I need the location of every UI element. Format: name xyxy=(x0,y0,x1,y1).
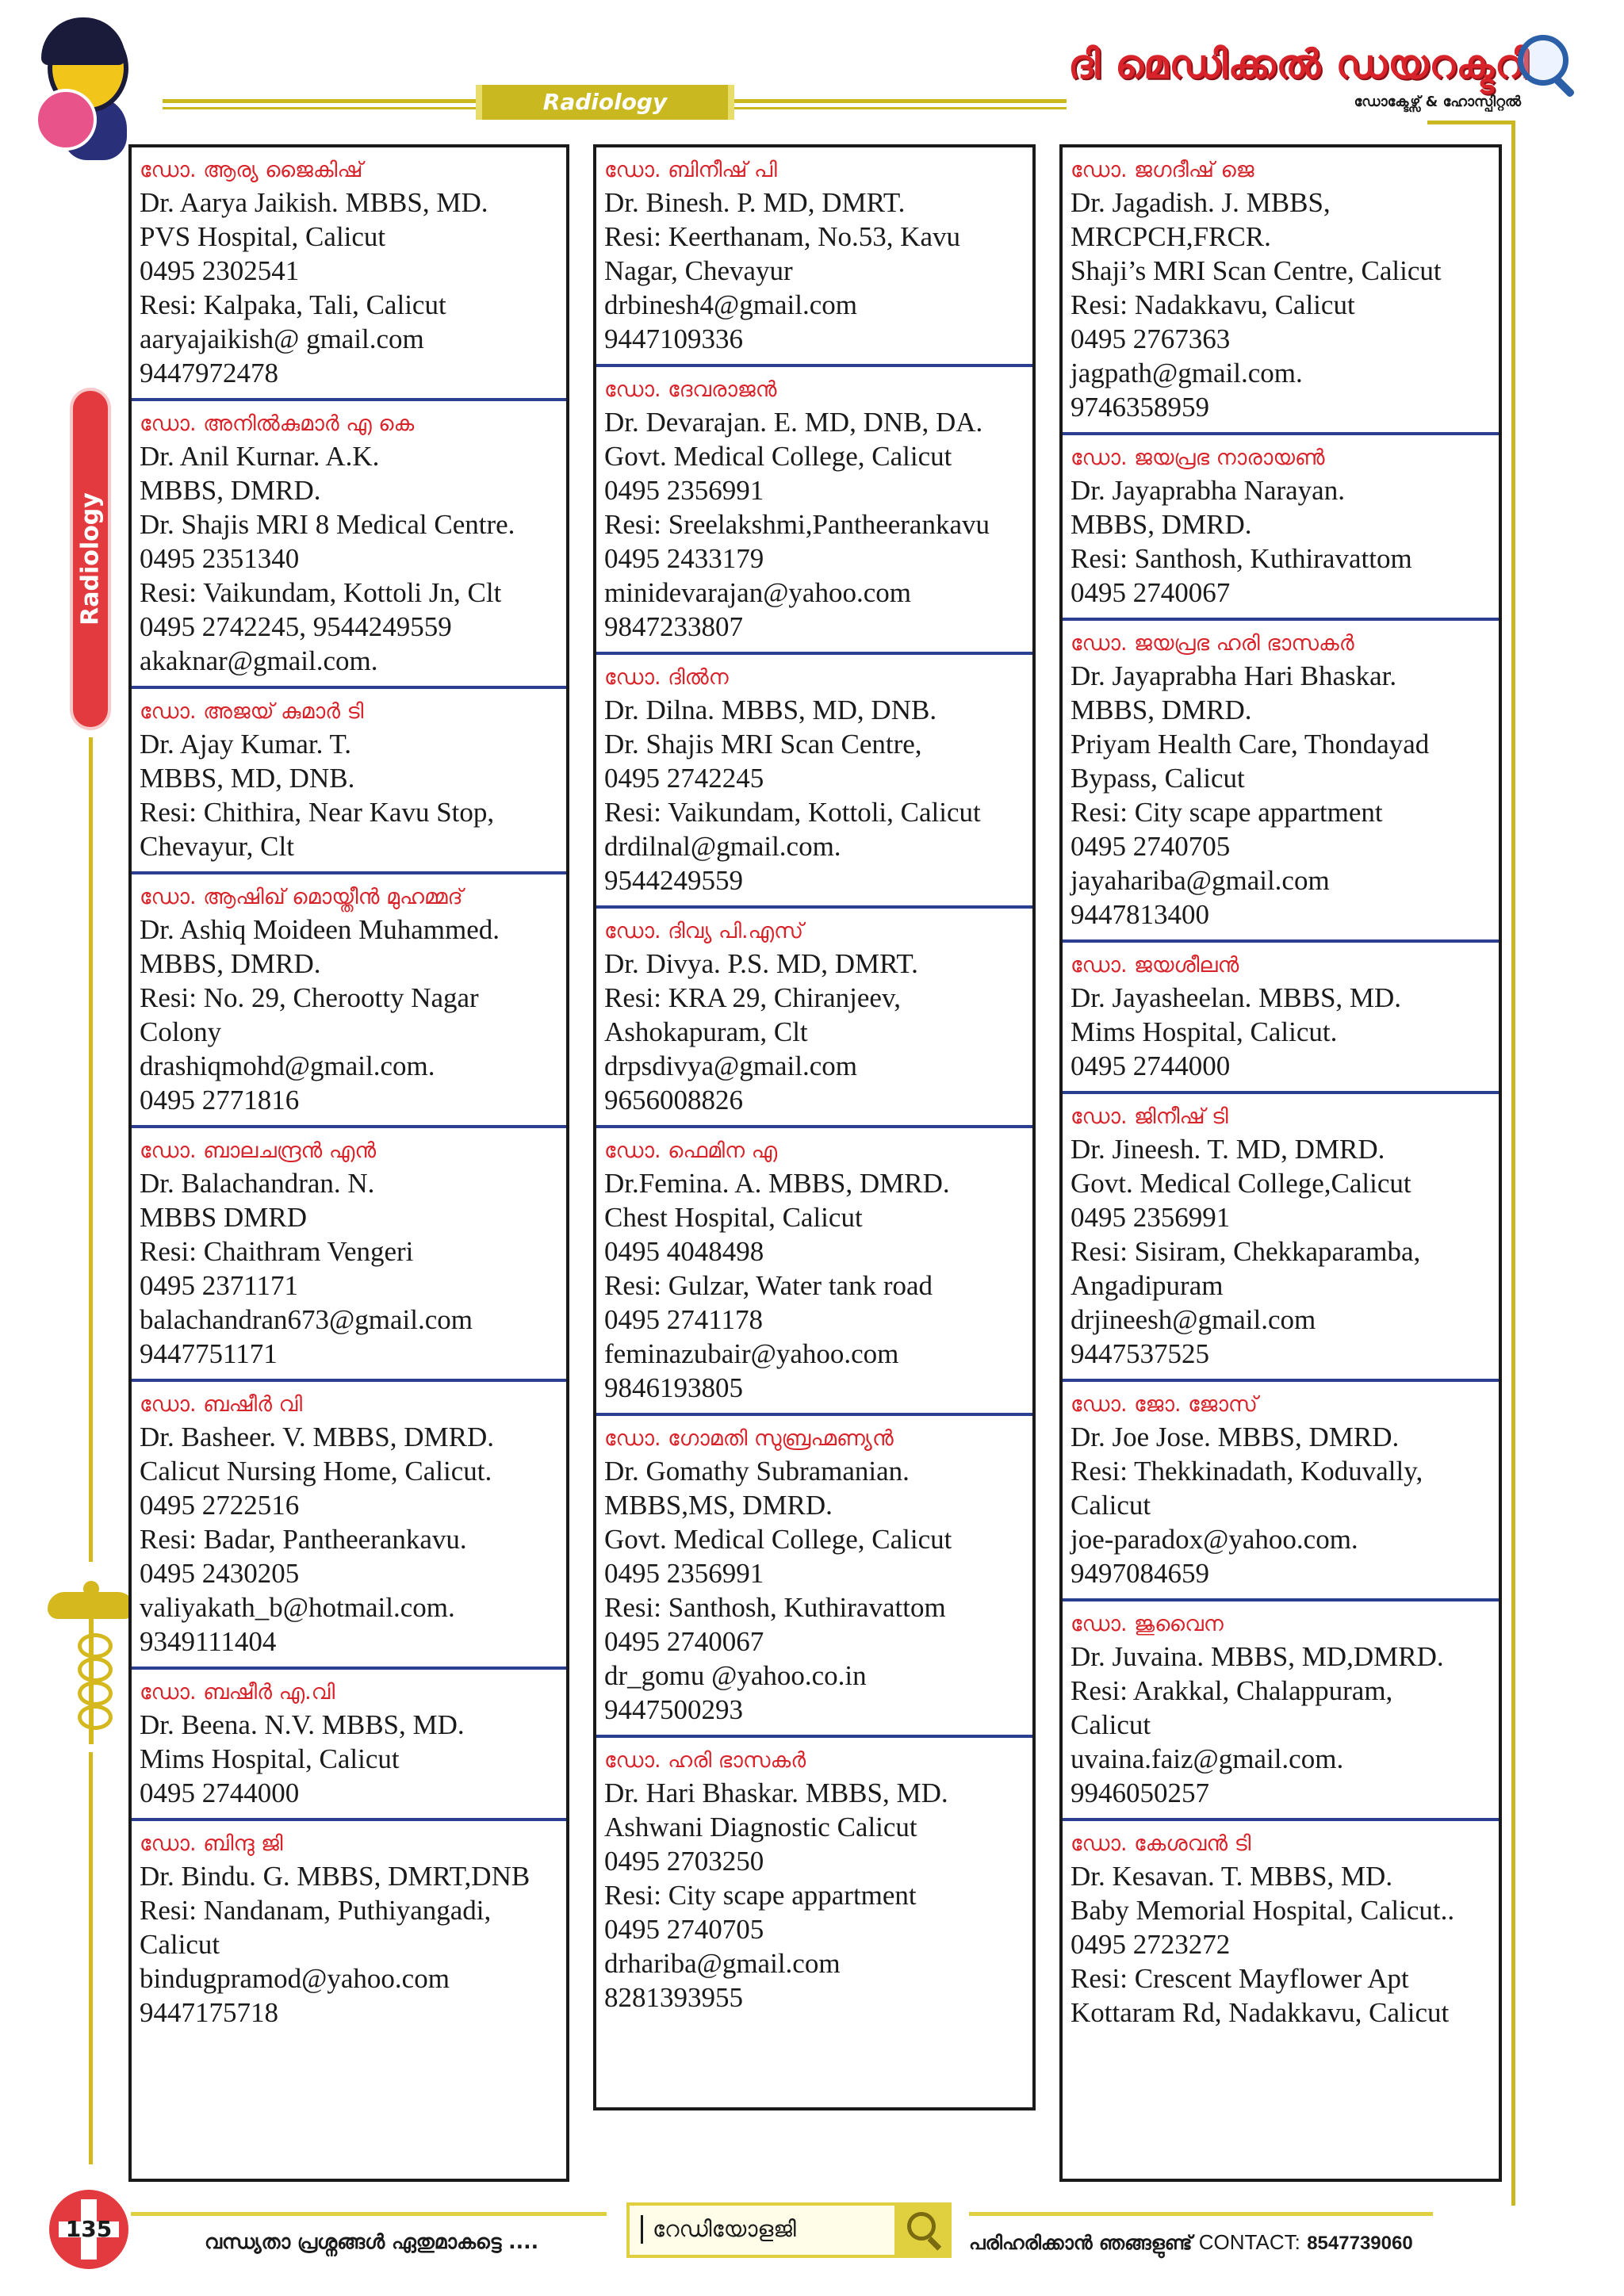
doctor-name-malayalam: ഡോ. ജഗദീഷ് ജെ xyxy=(1071,158,1254,182)
doctor-detail-line: drdilnal@gmail.com. xyxy=(604,831,841,862)
doctor-detail-line: Dr. Bindu. G. MBBS, DMRT,DNB xyxy=(140,1861,530,1892)
page-number-badge xyxy=(49,2190,128,2269)
doctor-name-malayalam: ഡോ. ജോ. ജോസ് xyxy=(1071,1392,1258,1417)
doctor-detail-line: MBBS DMRD xyxy=(140,1202,308,1233)
doctor-detail-line: 9447175718 xyxy=(140,1997,278,2028)
doctor-detail-line: Dr. Jayaprabha Hari Bhaskar. xyxy=(1071,660,1397,691)
doctor-detail-line: Resi: Nadakkavu, Calicut xyxy=(1071,289,1355,320)
doctor-detail-line: Dr. Devarajan. E. MD, DNB, DA. xyxy=(604,407,983,438)
doctor-detail-line: Dr.Femina. A. MBBS, DMRD. xyxy=(604,1168,950,1199)
brand-subtitle: ഡോക്ടേഴ്സ് & ഹോസ്പിറ്റൽ xyxy=(1354,94,1521,110)
doctor-detail-line: Dr. Hari Bhaskar. MBBS, MD. xyxy=(604,1777,948,1808)
doctor-name-malayalam: ഡോ. ബിന്ദു ജി xyxy=(140,1831,283,1856)
doctor-detail-line: Dr. Anil Kurnar. A.K. xyxy=(140,441,380,472)
doctor-detail-line: 0495 2741178 xyxy=(604,1304,763,1335)
doctor-detail-line: 0495 2742245 xyxy=(604,763,764,794)
brand-title: ദി മെഡിക്കൽ ഡയറക്ടറി xyxy=(1068,41,1529,87)
doctor-detail-line: 0495 2722516 xyxy=(140,1490,300,1521)
doctor-name-malayalam: ഡോ. ഫെമിന എ xyxy=(604,1138,778,1163)
doctor-detail-line: 9846193805 xyxy=(604,1372,743,1403)
doctor-entry xyxy=(1063,1094,1499,1382)
doctor-detail-line: Resi: Santhosh, Kuthiravattom xyxy=(604,1592,946,1623)
doctor-name-malayalam: ഡോ. കേശവൻ ടി xyxy=(1071,1831,1251,1856)
doctor-detail-line: jayahariba@gmail.com xyxy=(1071,865,1330,896)
doctor-detail-line: uvaina.faiz@gmail.com. xyxy=(1071,1743,1344,1774)
doctor-detail-line: Baby Memorial Hospital, Calicut.. xyxy=(1071,1895,1455,1926)
doctor-detail-line: MBBS, DMRD. xyxy=(1071,695,1252,725)
doctor-detail-line: MBBS,MS, DMRD. xyxy=(604,1490,833,1521)
doctor-name-malayalam: ഡോ. ആഷിഖ് മൊയ്തീൻ മുഹമ്മദ് xyxy=(140,885,463,909)
doctor-detail-line: 0495 2767363 xyxy=(1071,323,1231,354)
doctor-detail-line: Dr. Jayaprabha Narayan. xyxy=(1071,475,1345,506)
directory-column-2 xyxy=(593,144,1036,2110)
contact-phone: 8547739060 xyxy=(1307,2233,1413,2254)
doctor-detail-line: Resi: Arakkal, Chalappuram, xyxy=(1071,1675,1393,1706)
footer-search-label: റേഡിയോളജി xyxy=(641,2215,796,2244)
sidebar-section-label xyxy=(73,391,108,727)
doctor-name-malayalam: ഡോ. ജുവൈന xyxy=(1071,1612,1224,1636)
footer-rule-left xyxy=(131,2212,607,2216)
doctor-name-malayalam: ഡോ. ദിവ്യ പി.എസ് xyxy=(604,919,804,943)
doctor-name-malayalam: ഡോ. ജയപ്രഭ ഹരി ഭാസകർ xyxy=(1071,631,1354,656)
doctor-detail-line: 0495 2356991 xyxy=(1071,1202,1231,1233)
doctor-detail-line: 9447751171 xyxy=(140,1338,278,1369)
doctor-detail-line: Dr. Shajis MRI Scan Centre, xyxy=(604,729,922,760)
doctor-detail-line: 0495 2740705 xyxy=(604,1914,764,1945)
doctor-detail-line: 9447813400 xyxy=(1071,899,1209,930)
doctor-entry xyxy=(596,1738,1032,2022)
doctor-entry xyxy=(596,367,1032,655)
doctor-detail-line: Calicut xyxy=(140,1929,220,1960)
doctor-detail-line: 9447537525 xyxy=(1071,1338,1209,1369)
doctor-entry xyxy=(132,401,566,689)
doctor-detail-line: drashiqmohd@gmail.com. xyxy=(140,1050,435,1081)
doctor-detail-line: 0495 2723272 xyxy=(1071,1929,1231,1960)
directory-column-1 xyxy=(128,144,569,2182)
doctor-detail-line: bindugpramod@yahoo.com xyxy=(140,1963,450,1994)
doctor-entry xyxy=(132,874,566,1128)
doctor-detail-line: 0495 2433179 xyxy=(604,543,764,574)
doctor-detail-line: Resi: Crescent Mayflower Apt xyxy=(1071,1963,1409,1994)
doctor-entry xyxy=(132,147,566,401)
doctor-detail-line: 9847233807 xyxy=(604,611,743,642)
doctor-detail-line: Calicut xyxy=(1071,1490,1151,1521)
doctor-detail-line: Resi: Sisiram, Chekkaparamba, xyxy=(1071,1236,1421,1267)
doctor-name-malayalam: ഡോ. ഗോമതി സുബ്രഹ്മണ്യൻ xyxy=(604,1426,894,1451)
doctor-detail-line: Dr. Juvaina. MBBS, MD,DMRD. xyxy=(1071,1641,1444,1672)
doctor-detail-line: Kottaram Rd, Nadakkavu, Calicut xyxy=(1071,1997,1450,2028)
doctor-detail-line: Govt. Medical College,Calicut xyxy=(1071,1168,1411,1199)
doctor-detail-line: Resi: Chaithram Vengeri xyxy=(140,1236,414,1267)
doctor-entry xyxy=(1063,147,1499,435)
doctor-entry xyxy=(1063,435,1499,621)
doctor-detail-line: MRCPCH,FRCR. xyxy=(1071,221,1271,252)
doctor-detail-line: 0495 2430205 xyxy=(140,1558,300,1589)
sidebar-label: Radiology xyxy=(76,492,105,626)
doctor-detail-line: Shaji’s MRI Scan Centre, Calicut xyxy=(1071,255,1442,286)
doctor-name-malayalam: ഡോ. ജയപ്രഭ നാരായൺ xyxy=(1071,446,1325,470)
footer-search-box[interactable] xyxy=(626,2202,952,2258)
doctor-detail-line: drjineesh@gmail.com xyxy=(1071,1304,1316,1335)
doctor-detail-line: jagpath@gmail.com. xyxy=(1071,358,1303,388)
doctor-name-malayalam: ഡോ. അജയ് കുമാർ ടി xyxy=(140,699,364,724)
doctor-detail-line: akaknar@gmail.com. xyxy=(140,645,378,676)
doctor-detail-line: Mims Hospital, Calicut. xyxy=(1071,1016,1338,1047)
doctor-detail-line: Ashokapuram, Clt xyxy=(604,1016,808,1047)
doctor-detail-line: 0495 2740067 xyxy=(604,1626,764,1657)
doctor-detail-line: Dr. Jayasheelan. MBBS, MD. xyxy=(1071,982,1402,1013)
doctor-detail-line: Angadipuram xyxy=(1071,1270,1224,1301)
doctor-detail-line: 9447500293 xyxy=(604,1694,743,1725)
doctor-detail-line: 0495 2771816 xyxy=(140,1085,300,1115)
doctor-detail-line: Nagar, Chevayur xyxy=(604,255,793,286)
doctor-detail-line: Dr. Aarya Jaikish. MBBS, MD. xyxy=(140,187,488,218)
doctor-detail-line: 9656008826 xyxy=(604,1085,743,1115)
doctor-detail-line: Govt. Medical College, Calicut xyxy=(604,1524,952,1555)
doctor-entry xyxy=(1063,621,1499,943)
doctor-detail-line: Dr. Balachandran. N. xyxy=(140,1168,375,1199)
doctor-detail-line: Resi: Chithira, Near Kavu Stop, xyxy=(140,797,495,828)
doctor-detail-line: feminazubair@yahoo.com xyxy=(604,1338,899,1369)
footer-rule-right xyxy=(969,2212,1433,2216)
sidebar-rule xyxy=(89,737,93,1562)
doctor-entry xyxy=(1063,1821,1499,2038)
doctor-entry xyxy=(132,1670,566,1821)
footer-right-text: പരിഹരിക്കാൻ ഞങ്ങളുണ്ട് xyxy=(969,2232,1193,2254)
doctor-detail-line: 0495 2351340 xyxy=(140,543,300,574)
doctor-detail-line: PVS Hospital, Calicut xyxy=(140,221,386,252)
doctor-detail-line: 0495 2356991 xyxy=(604,1558,764,1589)
doctor-entry xyxy=(596,655,1032,909)
doctor-detail-line: Dr. Binesh. P. MD, DMRT. xyxy=(604,187,906,218)
page-number: 135 xyxy=(65,2216,113,2242)
doctor-entry xyxy=(596,1128,1032,1416)
doctor-detail-line: 9946050257 xyxy=(1071,1777,1209,1808)
doctor-detail-line: dr_gomu @yahoo.co.in xyxy=(604,1660,867,1691)
doctor-name-malayalam: ഡോ. ദിൽന xyxy=(604,665,729,690)
doctor-detail-line: Dr. Beena. N.V. MBBS, MD. xyxy=(140,1709,465,1740)
doctor-detail-line: Resi: No. 29, Cherootty Nagar xyxy=(140,982,479,1013)
doctor-detail-line: 0495 2744000 xyxy=(140,1777,300,1808)
doctor-name-malayalam: ഡോ. ബഷീർ വി xyxy=(140,1392,303,1417)
doctor-entry xyxy=(596,1416,1032,1738)
doctor-detail-line: Resi: City scape appartment xyxy=(604,1880,917,1911)
doctor-detail-line: Dr. Dilna. MBBS, MD, DNB. xyxy=(604,695,937,725)
doctor-name-malayalam: ഡോ. ജയശീലൻ xyxy=(1071,953,1239,978)
doctor-detail-line: 9447972478 xyxy=(140,358,278,388)
footer-tagline-left: വന്ധ്യതാ പ്രശ്നങ്ങൾ ഏതുമാകട്ടെ .... xyxy=(205,2230,539,2253)
doctor-detail-line: 9746358959 xyxy=(1071,392,1209,423)
doctor-entry xyxy=(132,1821,566,2038)
doctor-detail-line: joe-paradox@yahoo.com. xyxy=(1071,1524,1358,1555)
doctor-name-malayalam: ഡോ. അനിൽകുമാർ എ കെ xyxy=(140,411,415,436)
doctor-detail-line: Priyam Health Care, Thondayad xyxy=(1071,729,1430,760)
doctor-detail-line: Resi: KRA 29, Chiranjeev, xyxy=(604,982,901,1013)
magnifier-icon xyxy=(1515,32,1570,87)
header-rule-right-vertical xyxy=(1511,121,1515,2206)
doctor-entry xyxy=(132,1382,566,1670)
doctor-detail-line: Dr. Jagadish. J. MBBS, xyxy=(1071,187,1331,218)
doctor-entry xyxy=(1063,943,1499,1094)
doctor-name-malayalam: ഡോ. ആര്യ ജൈകിഷ് xyxy=(140,158,363,182)
footer-tagline-right xyxy=(969,2230,1413,2255)
doctor-detail-line: drhariba@gmail.com xyxy=(604,1948,841,1979)
doctor-detail-line: Resi: Santhosh, Kuthiravattom xyxy=(1071,543,1412,574)
doctor-detail-line: Resi: Vaikundam, Kottoli Jn, Clt xyxy=(140,577,502,608)
doctor-detail-line: Resi: City scape appartment xyxy=(1071,797,1383,828)
doctor-name-malayalam: ഡോ. ദേവരാജൻ xyxy=(604,377,777,402)
doctor-detail-line: 0495 2742245, 9544249559 xyxy=(140,611,452,642)
doctor-detail-line: Chevayur, Clt xyxy=(140,831,294,862)
doctor-detail-line: Calicut xyxy=(1071,1709,1151,1740)
doctor-name-malayalam: ഡോ. ഹരി ഭാസകർ xyxy=(604,1748,806,1773)
doctor-detail-line: Dr. Ajay Kumar. T. xyxy=(140,729,352,760)
doctor-name-malayalam: ഡോ. ബാലചന്ദ്രൻ എൻ xyxy=(140,1138,377,1163)
doctor-detail-line: Resi: Vaikundam, Kottoli, Calicut xyxy=(604,797,981,828)
doctor-detail-line: Govt. Medical College, Calicut xyxy=(604,441,952,472)
doctor-detail-line: Resi: Nandanam, Puthiyangadi, xyxy=(140,1895,492,1926)
doctor-detail-line: Ashwani Diagnostic Calicut xyxy=(604,1812,917,1843)
doctor-entry xyxy=(1063,1601,1499,1821)
doctor-detail-line: Resi: Keerthanam, No.53, Kavu xyxy=(604,221,961,252)
search-icon[interactable] xyxy=(894,2202,952,2258)
doctor-detail-line: Resi: Sreelakshmi,Pantheerankavu xyxy=(604,509,990,540)
doctor-detail-line: Resi: Kalpaka, Tali, Calicut xyxy=(140,289,446,320)
doctor-name-malayalam: ഡോ. ബിനീഷ് പി xyxy=(604,158,777,182)
doctor-name-malayalam: ഡോ. ജിനീഷ് ടി xyxy=(1071,1104,1228,1129)
doctor-detail-line: 0495 2740705 xyxy=(1071,831,1231,862)
header-rule-right xyxy=(1427,121,1515,124)
doctor-entry xyxy=(132,689,566,874)
doctor-entry xyxy=(1063,1382,1499,1601)
doctor-detail-line: MBBS, DMRD. xyxy=(140,475,321,506)
section-tab: Radiology xyxy=(476,85,734,120)
doctor-detail-line: 0495 4048498 xyxy=(604,1236,764,1267)
doctor-detail-line: MBBS, MD, DNB. xyxy=(140,763,355,794)
doctor-detail-line: 9349111404 xyxy=(140,1626,277,1657)
doctor-name-malayalam: ഡോ. ബഷീർ എ.വി xyxy=(140,1680,335,1705)
doctor-detail-line: Bypass, Calicut xyxy=(1071,763,1245,794)
doctor-detail-line: valiyakath_b@hotmail.com. xyxy=(140,1592,455,1623)
doctor-detail-line: Dr. Jineesh. T. MD, DMRD. xyxy=(1071,1134,1385,1165)
doctor-detail-line: Dr. Shajis MRI 8 Medical Centre. xyxy=(140,509,515,540)
doctor-entry xyxy=(132,1128,566,1382)
doctor-detail-line: Dr. Divya. P.S. MD, DMRT. xyxy=(604,948,918,979)
doctor-detail-line: MBBS, DMRD. xyxy=(140,948,321,979)
doctor-detail-line: 0495 2740067 xyxy=(1071,577,1231,608)
doctor-detail-line: Chest Hospital, Calicut xyxy=(604,1202,863,1233)
doctor-detail-line: 9447109336 xyxy=(604,323,743,354)
doctor-detail-line: Calicut Nursing Home, Calicut. xyxy=(140,1456,492,1487)
doctor-detail-line: aaryajaikish@ gmail.com xyxy=(140,323,424,354)
sidebar-rule-lower xyxy=(89,1752,93,2164)
doctor-detail-line: Dr. Ashiq Moideen Muhammed. xyxy=(140,914,500,945)
caduceus-icon xyxy=(48,1578,135,1744)
doctor-detail-line: MBBS, DMRD. xyxy=(1071,509,1252,540)
doctor-detail-line: 0495 2302541 xyxy=(140,255,300,286)
doctor-detail-line: 9497084659 xyxy=(1071,1558,1209,1589)
doctor-detail-line: Resi: Badar, Pantheerankavu. xyxy=(140,1524,467,1555)
doctor-detail-line: Dr. Gomathy Subramanian. xyxy=(604,1456,910,1487)
doctor-detail-line: 0495 2744000 xyxy=(1071,1050,1231,1081)
contact-label: CONTACT: xyxy=(1198,2230,1300,2254)
doctor-detail-line: 8281393955 xyxy=(604,1982,743,2013)
doctor-detail-line: Dr. Basheer. V. MBBS, DMRD. xyxy=(140,1422,494,1452)
doctor-detail-line: 0495 2356991 xyxy=(604,475,764,506)
doctor-detail-line: 0495 2371171 xyxy=(140,1270,298,1301)
doctor-detail-line: Dr. Joe Jose. MBBS, DMRD. xyxy=(1071,1422,1400,1452)
doctor-detail-line: Colony xyxy=(140,1016,222,1047)
doctor-detail-line: balachandran673@gmail.com xyxy=(140,1304,473,1335)
doctor-detail-line: drpsdivya@gmail.com xyxy=(604,1050,857,1081)
doctor-detail-line: Resi: Thekkinadath, Koduvally, xyxy=(1071,1456,1423,1487)
doctor-detail-line: 0495 2703250 xyxy=(604,1846,764,1877)
doctor-detail-line: Resi: Gulzar, Water tank road xyxy=(604,1270,933,1301)
doctor-entry xyxy=(596,909,1032,1128)
directory-column-3 xyxy=(1059,144,1502,2182)
doctor-detail-line: Dr. Kesavan. T. MBBS, MD. xyxy=(1071,1861,1393,1892)
doctor-detail-line: drbinesh4@gmail.com xyxy=(604,289,857,320)
doctor-detail-line: 9544249559 xyxy=(604,865,743,896)
mascot-logo xyxy=(32,17,135,160)
doctor-detail-line: Mims Hospital, Calicut xyxy=(140,1743,400,1774)
doctor-entry xyxy=(596,147,1032,367)
doctor-detail-line: minidevarajan@yahoo.com xyxy=(604,577,911,608)
